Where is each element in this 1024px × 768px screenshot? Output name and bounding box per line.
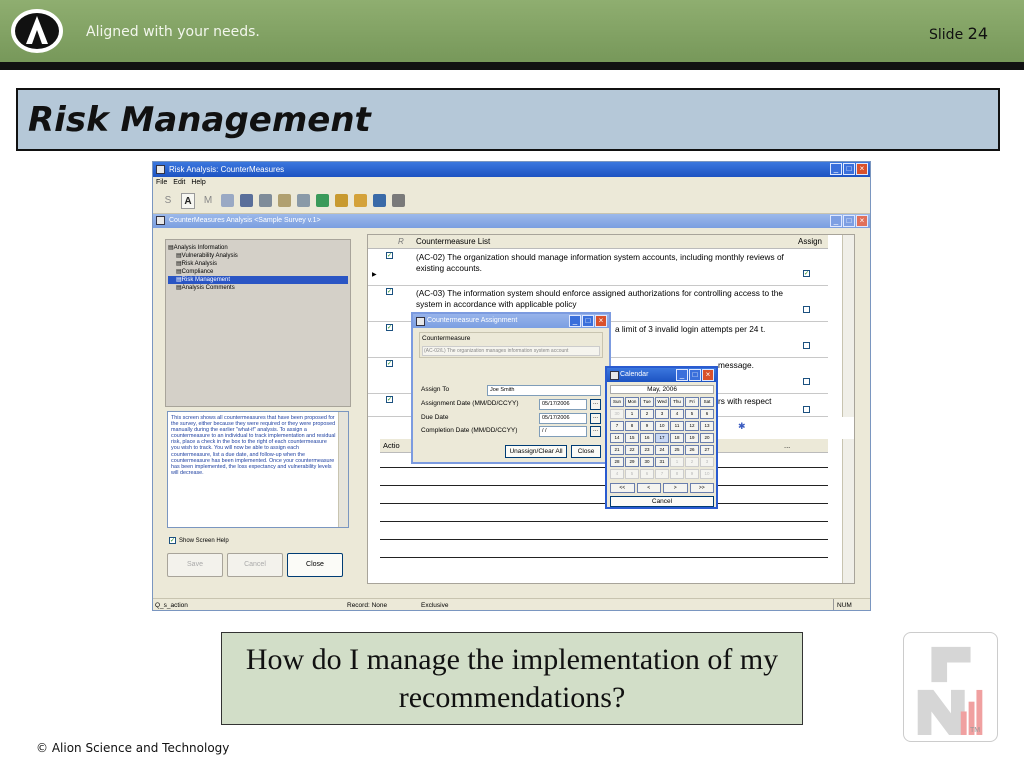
required-checkbox[interactable]: ✓ <box>387 289 393 295</box>
calendar-day[interactable]: 4 <box>610 469 624 479</box>
calendar-weekday: Tue <box>640 397 654 407</box>
grid-header <box>368 235 828 249</box>
assign-to-field[interactable]: Joe Smith <box>487 385 601 396</box>
title-box <box>16 88 1000 151</box>
status-bar <box>153 598 870 611</box>
show-help-label: Show Screen Help <box>179 537 229 544</box>
status-record: Record: None <box>347 602 388 609</box>
calendar-day[interactable]: 27 <box>700 445 714 455</box>
required-checkbox[interactable]: ✓ <box>387 397 393 403</box>
calendar-day[interactable]: 25 <box>670 445 684 455</box>
header-band <box>0 0 1024 62</box>
calendar-weekday: Fri <box>685 397 699 407</box>
action-row-line <box>380 503 828 504</box>
calendar-day[interactable]: 21 <box>610 445 624 455</box>
required-checkbox[interactable]: ✓ <box>387 325 393 331</box>
action-row-line <box>380 485 828 486</box>
show-help-checkbox[interactable]: ✓ <box>170 538 176 544</box>
tree-item-analysis-comments[interactable]: ▤Analysis Comments <box>176 285 235 291</box>
countermeasure-text: (AC-03) The information system should enforce assigned authorizations for controlling access to the system in accordance with applicable policy <box>416 288 783 309</box>
show-help-row <box>169 537 229 544</box>
assign-checkbox[interactable] <box>803 378 810 385</box>
calendar-cancel-button[interactable]: Cancel <box>610 496 714 507</box>
countermeasure-text: a limit of 3 invalid login attempts per 24 t. <box>615 324 766 334</box>
calendar-day[interactable]: 29 <box>625 457 639 467</box>
child-titlebar[interactable] <box>153 214 870 228</box>
tree-item-vulnerability-analysis[interactable]: ▤Vulnerability Analysis <box>176 253 238 259</box>
calendar-day[interactable]: 7 <box>655 469 669 479</box>
dialog-titlebar[interactable] <box>413 314 609 328</box>
menu-edit[interactable]: Edit <box>173 179 186 186</box>
calendar-day[interactable]: 22 <box>625 445 639 455</box>
footer-copyright: © Alion Science and Technology <box>36 741 230 755</box>
assign-to-label: Assign To <box>421 386 450 393</box>
tools-icon[interactable] <box>297 194 310 207</box>
dialog-close-button[interactable]: Close <box>571 445 601 458</box>
maximize-icon[interactable]: □ <box>843 163 855 175</box>
toolbar-s-button[interactable]: S <box>164 194 172 206</box>
col-r-header: R <box>398 237 404 246</box>
tree-view <box>166 240 350 296</box>
child-minimize-icon[interactable]: _ <box>830 215 842 227</box>
close-icon[interactable]: × <box>856 163 868 175</box>
close-button[interactable]: Close <box>287 553 343 577</box>
unassign-clear-all-button[interactable]: Unassign/Clear All <box>505 445 567 458</box>
calendar-day[interactable]: 1 <box>670 457 684 467</box>
completion-date-label: Completion Date (MM/DD/CCYY) <box>421 427 518 434</box>
calendar-day[interactable]: 8 <box>670 469 684 479</box>
slide-number-value: 24 <box>967 24 988 43</box>
question-text: How do I manage the implementation of my recommendations? <box>245 643 779 714</box>
calendar-day[interactable]: 7 <box>610 421 624 431</box>
calendar-day[interactable]: 24 <box>655 445 669 455</box>
due-date-label: Due Date <box>421 414 449 421</box>
calendar-day[interactable]: 12 <box>685 421 699 431</box>
slide-number <box>929 24 988 43</box>
menubar <box>153 177 870 188</box>
calendar-day[interactable]: 20 <box>700 433 714 443</box>
calendar-month: May, 2006 <box>610 385 714 394</box>
col-assign-header: Assign <box>797 237 822 246</box>
assign-checkbox[interactable]: ✓ <box>804 271 810 277</box>
cm-logo-icon <box>903 632 998 742</box>
calendar-nav-button[interactable]: >> <box>690 483 715 493</box>
cancel-button[interactable]: Cancel <box>227 553 283 577</box>
save-button[interactable]: Save <box>167 553 223 577</box>
calendar-day[interactable]: 14 <box>610 433 624 443</box>
calendar-day[interactable]: 30 <box>640 457 654 467</box>
app-titlebar[interactable] <box>153 162 870 177</box>
calendar-popup <box>605 366 718 509</box>
calendar-weekday: Thu <box>670 397 684 407</box>
row-pointer-icon: ▶ <box>372 272 377 278</box>
calendar-day[interactable]: 5 <box>685 409 699 419</box>
status-num: NUM <box>833 599 852 611</box>
grid-scrollbar[interactable] <box>842 235 854 417</box>
assign-checkbox[interactable] <box>803 306 810 313</box>
find-icon[interactable] <box>278 194 291 207</box>
app-icon <box>156 165 165 174</box>
child-maximize-icon[interactable]: □ <box>843 215 855 227</box>
child-window-title: CounterMeasures Analysis <Sample Survey v.1> <box>169 217 321 224</box>
minimize-icon[interactable]: _ <box>830 163 842 175</box>
book-icon[interactable] <box>373 194 386 207</box>
calendar-day[interactable]: 10 <box>655 421 669 431</box>
calendar-day[interactable]: 11 <box>670 421 684 431</box>
help-text-body: This screen shows all countermeasures that have been proposed for the survey, either because they were required or they were proposed manually during the earlier "what-if" analysis. To assign a countermeasure to an individual to track implementation and residual risk, place a check in the box to the right of each countermeasure you wish to track. You will now be able to assign each countermeasure, list a due date, and follow-up when the countermeasure has been implemented. Once your countermeasure has been implemented, the loss expectancy and vulnerability levels will decrease. <box>171 415 336 476</box>
toolbar <box>153 188 870 214</box>
dialog-icon <box>416 317 425 326</box>
print-icon[interactable] <box>259 194 272 207</box>
calendar-weekday: Wed <box>655 397 669 407</box>
action-row-line <box>380 557 828 558</box>
navigation-panel <box>165 239 351 407</box>
completion-date-picker-button[interactable]: ... <box>590 426 601 437</box>
screen-help-text <box>167 411 349 528</box>
page-title: Risk Management <box>28 100 371 140</box>
calendar-day[interactable]: 1 <box>625 409 639 419</box>
calendar-day[interactable]: 16 <box>640 433 654 443</box>
question-box <box>221 632 803 725</box>
assignment-date-field[interactable]: 05/17/2006 <box>539 399 587 410</box>
calendar-day[interactable]: 30 <box>610 409 624 419</box>
panel-buttons <box>167 553 343 577</box>
lightbulb-icon[interactable]: ✱ <box>738 421 746 431</box>
status-field: Q_s_action <box>155 602 188 609</box>
child-close-icon[interactable]: × <box>856 215 868 227</box>
dialog-close-icon[interactable]: × <box>595 315 607 327</box>
tree-item-analysis-information[interactable]: ▤Analysis Information <box>168 245 228 251</box>
countermeasure-fieldset <box>419 332 603 358</box>
calendar-day[interactable]: 13 <box>700 421 714 431</box>
toolbar-m-button[interactable]: M <box>203 194 213 206</box>
calendar-minimize-icon[interactable]: _ <box>676 369 688 381</box>
calendar-nav-button[interactable]: > <box>663 483 688 493</box>
countermeasure-text: message. <box>718 360 754 370</box>
countermeasure-text: (AC-02) The organization should manage information system accounts, including monthly reviews of existing accounts. <box>416 252 784 273</box>
calendar-day[interactable]: 19 <box>685 433 699 443</box>
calendar-day[interactable]: 23 <box>640 445 654 455</box>
calendar-day[interactable]: 18 <box>670 433 684 443</box>
calendar-maximize-icon[interactable]: □ <box>689 369 701 381</box>
countermeasure-label: Countermeasure <box>422 335 471 342</box>
status-mode: Exclusive <box>421 602 449 609</box>
calendar-titlebar[interactable] <box>607 368 716 382</box>
save-icon[interactable] <box>240 194 253 207</box>
copy-icon[interactable] <box>316 194 329 207</box>
calendar-day[interactable]: 15 <box>625 433 639 443</box>
required-checkbox[interactable]: ✓ <box>387 361 393 367</box>
due-date-field[interactable]: 05/17/2006 <box>539 413 587 424</box>
calendar-day[interactable]: 2 <box>685 457 699 467</box>
tagline: Aligned with your needs. <box>86 24 260 40</box>
calendar-day[interactable]: 3 <box>700 457 714 467</box>
calendar-day[interactable]: 2 <box>640 409 654 419</box>
required-checkbox[interactable]: ✓ <box>387 253 393 259</box>
tree-item-risk-analysis[interactable]: ▤Risk Analysis <box>176 261 218 267</box>
assign-checkbox[interactable] <box>803 406 810 413</box>
actions-more[interactable]: ... <box>784 441 791 450</box>
trademark-mark: TM <box>970 727 981 734</box>
child-window-icon <box>156 216 165 225</box>
tree-item-compliance[interactable]: ▤Compliance <box>176 269 214 275</box>
calendar-weekday: Sat <box>700 397 714 407</box>
calendar-icon <box>610 371 619 380</box>
calendar-day[interactable]: 9 <box>685 469 699 479</box>
dialog-title: Countermeasure Assignment <box>427 317 518 324</box>
calendar-day[interactable]: 8 <box>625 421 639 431</box>
calendar-day[interactable]: 10 <box>700 469 714 479</box>
app-window-title: Risk Analysis: CounterMeasures <box>169 165 285 174</box>
calendar-nav-button[interactable]: < <box>637 483 662 493</box>
tree-item-risk-management[interactable]: ▤Risk Management <box>168 276 348 284</box>
calendar-day[interactable]: 9 <box>640 421 654 431</box>
calendar-close-icon[interactable]: × <box>702 369 714 381</box>
calendar-day[interactable]: 17 <box>655 433 669 443</box>
calendar-weekday: Mon <box>625 397 639 407</box>
table-row[interactable] <box>368 250 828 286</box>
slide-label: Slide <box>929 27 964 43</box>
dialog-maximize-icon[interactable]: □ <box>582 315 594 327</box>
assignment-dialog <box>411 312 611 464</box>
action-row-line <box>380 539 828 540</box>
action-row-line <box>380 521 828 522</box>
assignment-date-label: Assignment Date (MM/DD/CCYY) <box>421 400 519 407</box>
actions-scrollbar[interactable] <box>842 439 854 583</box>
calendar-day[interactable]: 26 <box>685 445 699 455</box>
completion-date-field[interactable]: / / <box>539 426 587 437</box>
assign-checkbox[interactable] <box>803 342 810 349</box>
due-date-picker-button[interactable]: ... <box>590 413 601 424</box>
calendar-day[interactable]: 28 <box>610 457 624 467</box>
countermeasure-value: (AC-02/L) The organization manages information system account <box>422 346 600 356</box>
calendar-day[interactable]: 6 <box>700 409 714 419</box>
action-row-line <box>380 467 828 468</box>
edit-icon[interactable] <box>221 194 234 207</box>
calendar-day[interactable]: 4 <box>670 409 684 419</box>
calendar-day[interactable]: 3 <box>655 409 669 419</box>
calendar-nav-button[interactable]: << <box>610 483 635 493</box>
toolbar-a-button[interactable]: A <box>181 193 195 209</box>
alion-logo-icon <box>10 8 64 54</box>
calendar-nav <box>610 483 714 493</box>
col-list-header: Countermeasure List <box>416 237 491 246</box>
help-scrollbar[interactable] <box>338 412 348 527</box>
calendar-day[interactable]: 31 <box>655 457 669 467</box>
actions-header-label: Actio <box>383 441 400 450</box>
menu-help[interactable]: Help <box>191 179 206 186</box>
assignment-date-picker-button[interactable]: ... <box>590 399 601 410</box>
exit-icon[interactable] <box>392 194 405 207</box>
calendar-weekday: Sun <box>610 397 624 407</box>
users-icon[interactable] <box>335 194 348 207</box>
countermeasure-text: rs with respect <box>718 396 772 406</box>
folder-icon[interactable] <box>354 194 367 207</box>
calendar-day[interactable]: 5 <box>625 469 639 479</box>
calendar-day[interactable]: 6 <box>640 469 654 479</box>
menu-file[interactable]: File <box>156 179 168 186</box>
dialog-minimize-icon[interactable]: _ <box>569 315 581 327</box>
calendar-title: Calendar <box>620 371 649 378</box>
calendar-grid <box>610 397 714 479</box>
header-divider <box>0 62 1024 70</box>
